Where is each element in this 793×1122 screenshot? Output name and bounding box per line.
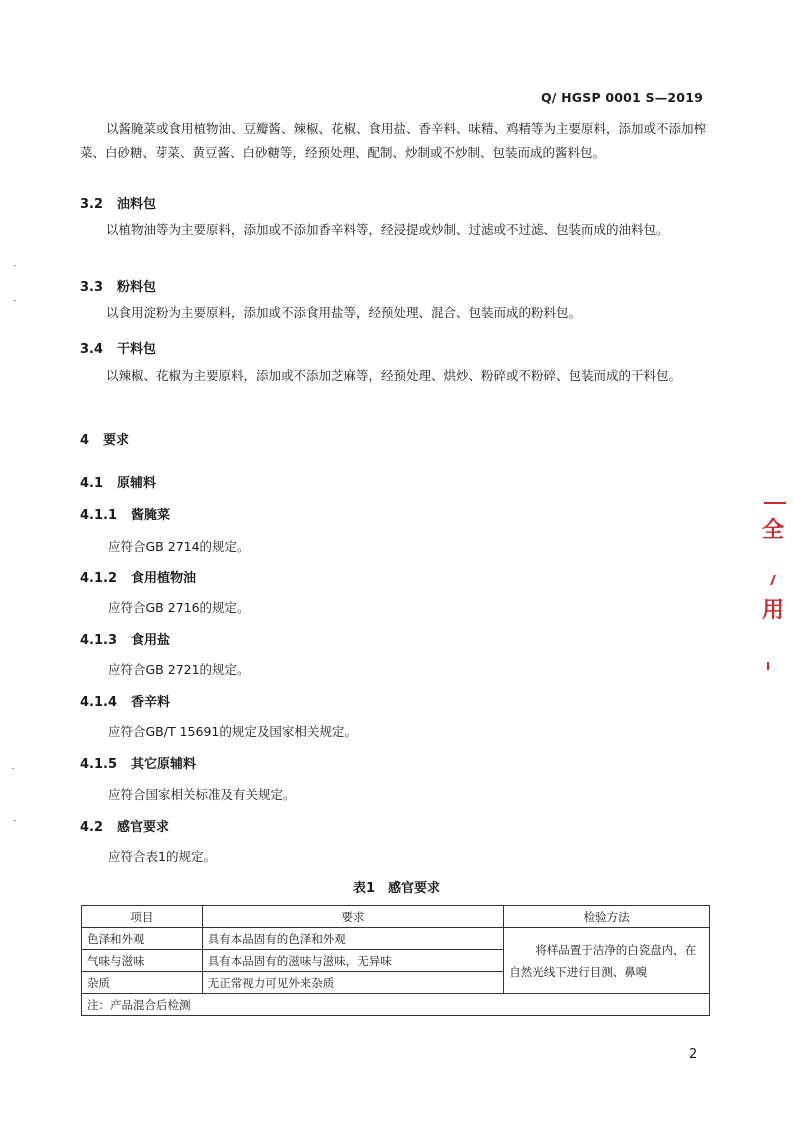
header-item: 项目 — [82, 906, 203, 928]
section-3-2-heading — [80, 193, 156, 212]
section-number: 4.1.1 — [80, 508, 118, 523]
header-requirement: 要求 — [202, 906, 503, 928]
table-note-row — [82, 994, 710, 1016]
header-method: 检验方法 — [504, 906, 710, 928]
section-4-1-2-heading — [80, 567, 196, 586]
section-number: 4.1.3 — [80, 633, 118, 648]
section-title: 其它原辅料 — [131, 757, 197, 772]
section-number: 4.1 — [80, 476, 104, 491]
table-note: 注：产品混合后检测 — [82, 994, 710, 1016]
scan-speck — [14, 300, 16, 301]
section-title: 食用植物油 — [131, 571, 197, 586]
section-number: 4.2 — [80, 820, 104, 835]
section-title: 原辅料 — [117, 476, 157, 491]
section-title: 食用盐 — [131, 633, 171, 648]
row-item: 色泽和外观 — [82, 928, 203, 950]
scan-speck — [14, 265, 16, 266]
section-3-4-heading — [80, 338, 156, 357]
section-4-1-5-text: 应符合国家相关标准及有关规定。 — [108, 787, 296, 802]
section-number: 3.3 — [80, 280, 104, 295]
section-number: 4.1.5 — [80, 757, 118, 772]
scan-speck — [14, 820, 16, 821]
section-title: 酱腌菜 — [131, 508, 171, 523]
table-header-row — [82, 906, 710, 928]
scan-speck — [12, 768, 14, 769]
seal-stamp-bottom: 用 — [762, 598, 785, 623]
section-title: 香辛料 — [131, 695, 171, 710]
section-4-1-1-heading — [80, 504, 170, 523]
section-4-1-2-text: 应符合GB 2716的规定。 — [108, 600, 250, 615]
section-title: 要求 — [103, 433, 130, 448]
section-4-1-4-heading — [80, 691, 170, 710]
section-4-1-3-heading — [80, 629, 170, 648]
inspection-method: 将样品置于洁净的白瓷盘内，在自然光线下进行目测、鼻嗅 — [504, 928, 710, 994]
section-4-1-4-text: 应符合GB/T 15691的规定及国家相关规定。 — [108, 724, 357, 739]
table-title: 表1 感官要求 — [352, 881, 441, 896]
section-3-2-paragraph: 以植物油等为主要原料，添加或不添加香辛料等，经浸提或炒制、过滤或不过滤、包装而成的油料包。 — [106, 222, 669, 237]
row-requirement: 具有本品固有的滋味与滋味，无异味 — [202, 950, 503, 972]
row-item: 气味与滋味 — [82, 950, 203, 972]
page-number: 2 — [689, 1047, 698, 1062]
section-number: 4.1.4 — [80, 695, 118, 710]
row-requirement: 具有本品固有的色泽和外观 — [202, 928, 503, 950]
section-4-1-heading — [80, 472, 156, 491]
section-title: 粉料包 — [117, 280, 157, 295]
seal-stamp-mark — [770, 575, 788, 585]
seal-stamp-mark — [767, 662, 783, 670]
section-title: 感官要求 — [117, 820, 170, 835]
section-4-heading — [80, 429, 129, 448]
section-4-1-3-text: 应符合GB 2721的规定。 — [108, 662, 250, 677]
seal-stamp-top: 全 — [762, 518, 785, 543]
sensory-requirements-table — [81, 905, 710, 1016]
section-number: 3.2 — [80, 197, 104, 212]
section-title: 油料包 — [117, 197, 157, 212]
section-number: 4.1.2 — [80, 571, 118, 586]
section-number: 4 — [80, 433, 90, 448]
row-requirement: 无正常视力可见外来杂质 — [202, 972, 503, 994]
section-4-1-5-heading — [80, 753, 196, 772]
table-row — [82, 928, 710, 950]
section-number: 3.4 — [80, 342, 104, 357]
section-4-2-text: 应符合表1的规定。 — [108, 849, 216, 864]
section-3-4-paragraph: 以辣椒、花椒为主要原料，添加或不添加芝麻等，经预处理、烘炒、粉碎或不粉碎、包装而成的干料包。 — [106, 368, 682, 383]
intro-paragraph: 以酱腌菜或食用植物油、豆瓣酱、辣椒、花椒、食用盐、香辛料、味精、鸡精等为主要原料，添加或不添加榨菜、白砂糖、芽菜、黄豆酱、白砂糖等，经预处理、配制、炒制或不炒制、包装而成的酱料包。 — [80, 121, 707, 160]
section-3-3-heading — [80, 276, 156, 295]
seal-stamp-edge — [764, 502, 786, 504]
section-4-2-heading — [80, 816, 169, 835]
section-title: 干料包 — [117, 342, 157, 357]
section-3-3-paragraph: 以食用淀粉为主要原料，添加或不添食用盐等，经预处理、混合、包装而成的粉料包。 — [106, 305, 582, 320]
document-code: Q/ HGSP 0001 S—2019 — [540, 90, 703, 105]
row-item: 杂质 — [82, 972, 203, 994]
section-4-1-1-text: 应符合GB 2714的规定。 — [108, 539, 250, 554]
